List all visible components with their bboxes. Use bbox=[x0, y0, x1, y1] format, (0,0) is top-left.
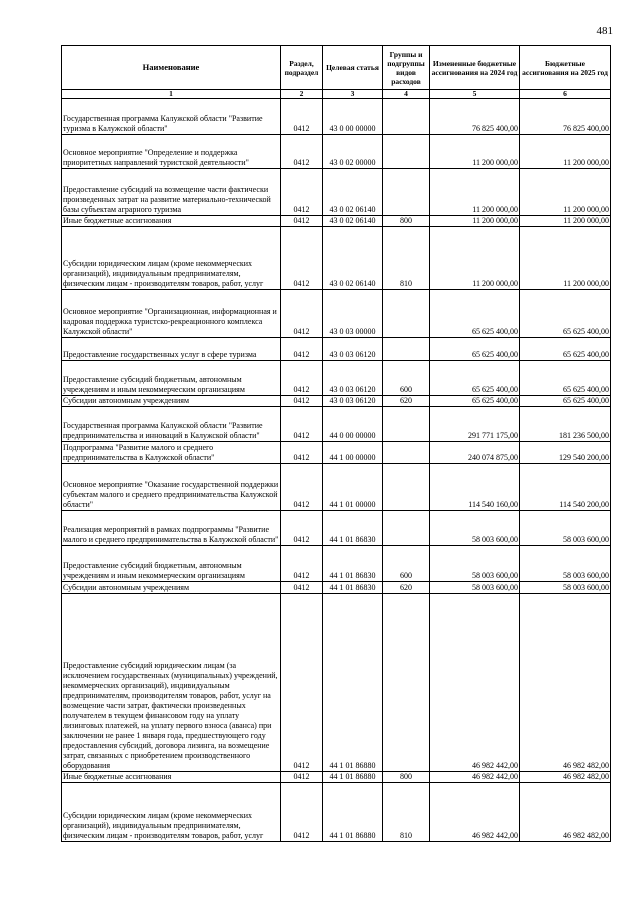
row-target: 44 1 01 86830 bbox=[323, 546, 383, 582]
table-row bbox=[62, 511, 611, 546]
header-section: Раздел, подраздел bbox=[281, 46, 323, 90]
table-row bbox=[62, 396, 611, 407]
row-amount-2024: 46 982 442,00 bbox=[430, 783, 520, 842]
row-amount-2024: 58 003 600,00 bbox=[430, 511, 520, 546]
row-amount-2024: 65 625 400,00 bbox=[430, 290, 520, 338]
row-name: Основное мероприятие "Оказание государственной поддержки субъектам малого и среднего предпринимательства Калужской области" bbox=[62, 464, 281, 511]
column-number: 4 bbox=[383, 90, 430, 99]
table-row bbox=[62, 361, 611, 396]
row-target: 43 0 03 06120 bbox=[323, 396, 383, 407]
row-group: 810 bbox=[383, 227, 430, 290]
header-groups: Группы и подгруппы видов расходов bbox=[383, 46, 430, 90]
row-group bbox=[383, 464, 430, 511]
row-target: 44 1 01 86880 bbox=[323, 594, 383, 772]
row-section: 0412 bbox=[281, 546, 323, 582]
header-2024: Измененные бюджетные ассигнования на 2024 год bbox=[430, 46, 520, 90]
row-group: 600 bbox=[383, 361, 430, 396]
table-row bbox=[62, 99, 611, 135]
header-target: Целевая статья bbox=[323, 46, 383, 90]
row-target: 43 0 03 06120 bbox=[323, 338, 383, 361]
row-name: Иные бюджетные ассигнования bbox=[62, 216, 281, 227]
row-amount-2025: 46 982 482,00 bbox=[520, 594, 611, 772]
row-group bbox=[383, 338, 430, 361]
row-amount-2024: 65 625 400,00 bbox=[430, 361, 520, 396]
row-amount-2024: 76 825 400,00 bbox=[430, 99, 520, 135]
row-section: 0412 bbox=[281, 227, 323, 290]
row-target: 43 0 03 00000 bbox=[323, 290, 383, 338]
row-section: 0412 bbox=[281, 99, 323, 135]
column-number: 3 bbox=[323, 90, 383, 99]
column-number: 6 bbox=[520, 90, 611, 99]
column-numbers-row bbox=[62, 90, 611, 99]
row-amount-2025: 114 540 200,00 bbox=[520, 464, 611, 511]
row-amount-2024: 11 200 000,00 bbox=[430, 135, 520, 169]
row-amount-2025: 11 200 000,00 bbox=[520, 227, 611, 290]
row-section: 0412 bbox=[281, 361, 323, 396]
row-amount-2025: 65 625 400,00 bbox=[520, 361, 611, 396]
row-group: 620 bbox=[383, 582, 430, 594]
row-group bbox=[383, 594, 430, 772]
column-number: 5 bbox=[430, 90, 520, 99]
row-section: 0412 bbox=[281, 783, 323, 842]
row-amount-2025: 65 625 400,00 bbox=[520, 338, 611, 361]
row-target: 43 0 02 06140 bbox=[323, 169, 383, 216]
row-section: 0412 bbox=[281, 169, 323, 216]
row-section: 0412 bbox=[281, 216, 323, 227]
row-name: Предоставление субсидий бюджетным, автономным учреждениям и иным некоммерческим организациям bbox=[62, 361, 281, 396]
row-amount-2024: 58 003 600,00 bbox=[430, 582, 520, 594]
table-row bbox=[62, 442, 611, 464]
row-section: 0412 bbox=[281, 464, 323, 511]
row-group bbox=[383, 99, 430, 135]
row-target: 43 0 02 00000 bbox=[323, 135, 383, 169]
row-name: Предоставление субсидий бюджетным, автономным учреждениям и иным некоммерческим организациям bbox=[62, 546, 281, 582]
table-row bbox=[62, 464, 611, 511]
row-section: 0412 bbox=[281, 338, 323, 361]
row-section: 0412 bbox=[281, 442, 323, 464]
row-amount-2024: 114 540 160,00 bbox=[430, 464, 520, 511]
page-number: 481 bbox=[596, 25, 613, 37]
row-amount-2024: 46 982 442,00 bbox=[430, 594, 520, 772]
row-group bbox=[383, 407, 430, 442]
row-target: 44 1 01 86830 bbox=[323, 511, 383, 546]
row-amount-2025: 181 236 500,00 bbox=[520, 407, 611, 442]
row-amount-2025: 11 200 000,00 bbox=[520, 216, 611, 227]
row-amount-2025: 65 625 400,00 bbox=[520, 396, 611, 407]
row-target: 43 0 02 06140 bbox=[323, 216, 383, 227]
header-2025: Бюджетные ассигнования на 2025 год bbox=[520, 46, 611, 90]
row-target: 43 0 03 06120 bbox=[323, 361, 383, 396]
row-group bbox=[383, 169, 430, 216]
table-row bbox=[62, 169, 611, 216]
row-target: 44 1 01 00000 bbox=[323, 464, 383, 511]
row-amount-2025: 58 003 600,00 bbox=[520, 546, 611, 582]
row-section: 0412 bbox=[281, 290, 323, 338]
row-name: Предоставление субсидий юридическим лицам (за исключением государственных (муниципальных) учреждений, некоммерческих организаций), индивидуальным предпринимателям, производителям товаров, работ, услуг на возмещение части затрат, фактически произведенных получателем в текущем финансовом году на уплату лизинговых платежей, на уплату первого взноса (аванса) при заключении не ранее 1 января года, предшествующего году предоставления субсидий, договора лизинга, на возмещение затрат, связанных с приобретением производственного оборудования bbox=[62, 594, 281, 772]
row-amount-2025: 11 200 000,00 bbox=[520, 135, 611, 169]
row-group bbox=[383, 442, 430, 464]
row-section: 0412 bbox=[281, 582, 323, 594]
row-target: 44 1 01 86880 bbox=[323, 783, 383, 842]
row-amount-2024: 291 771 175,00 bbox=[430, 407, 520, 442]
row-section: 0412 bbox=[281, 511, 323, 546]
row-name: Государственная программа Калужской области "Развитие туризма в Калужской области" bbox=[62, 99, 281, 135]
row-amount-2024: 240 074 875,00 bbox=[430, 442, 520, 464]
row-section: 0412 bbox=[281, 772, 323, 783]
table-row bbox=[62, 227, 611, 290]
row-group: 810 bbox=[383, 783, 430, 842]
header-name: Наименование bbox=[62, 46, 281, 90]
row-target: 44 1 00 00000 bbox=[323, 442, 383, 464]
row-amount-2025: 65 625 400,00 bbox=[520, 290, 611, 338]
row-name: Предоставление государственных услуг в сфере туризма bbox=[62, 338, 281, 361]
row-amount-2024: 58 003 600,00 bbox=[430, 546, 520, 582]
row-name: Субсидии автономным учреждениям bbox=[62, 396, 281, 407]
column-number: 2 bbox=[281, 90, 323, 99]
row-name: Предоставление субсидий на возмещение части фактически произведенных затрат на развитие материально-технической базы субъектам аграрного туризма bbox=[62, 169, 281, 216]
row-name: Иные бюджетные ассигнования bbox=[62, 772, 281, 783]
row-amount-2024: 65 625 400,00 bbox=[430, 338, 520, 361]
row-target: 44 1 01 86880 bbox=[323, 772, 383, 783]
table-row bbox=[62, 407, 611, 442]
row-group: 800 bbox=[383, 216, 430, 227]
row-group: 620 bbox=[383, 396, 430, 407]
table-row bbox=[62, 594, 611, 772]
table-row bbox=[62, 216, 611, 227]
row-amount-2025: 11 200 000,00 bbox=[520, 169, 611, 216]
row-name: Государственная программа Калужской области "Развитие предпринимательства и инноваций в Калужской области" bbox=[62, 407, 281, 442]
row-amount-2025: 58 003 600,00 bbox=[520, 511, 611, 546]
row-target: 43 0 00 00000 bbox=[323, 99, 383, 135]
table-row bbox=[62, 783, 611, 842]
row-group bbox=[383, 511, 430, 546]
row-section: 0412 bbox=[281, 135, 323, 169]
column-number: 1 bbox=[62, 90, 281, 99]
row-section: 0412 bbox=[281, 407, 323, 442]
row-group: 800 bbox=[383, 772, 430, 783]
row-amount-2025: 58 003 600,00 bbox=[520, 582, 611, 594]
row-group bbox=[383, 135, 430, 169]
table-row bbox=[62, 290, 611, 338]
row-amount-2025: 129 540 200,00 bbox=[520, 442, 611, 464]
table-row bbox=[62, 772, 611, 783]
row-group bbox=[383, 290, 430, 338]
row-section: 0412 bbox=[281, 396, 323, 407]
row-amount-2025: 76 825 400,00 bbox=[520, 99, 611, 135]
row-amount-2024: 11 200 000,00 bbox=[430, 216, 520, 227]
row-amount-2024: 11 200 000,00 bbox=[430, 169, 520, 216]
table-row bbox=[62, 582, 611, 594]
row-amount-2024: 11 200 000,00 bbox=[430, 227, 520, 290]
row-amount-2025: 46 982 482,00 bbox=[520, 772, 611, 783]
table-row bbox=[62, 546, 611, 582]
budget-table bbox=[61, 45, 611, 842]
row-name: Субсидии юридическим лицам (кроме некоммерческих организаций), индивидуальным предпринимателям, физическим лицам - производителям товаров, работ, услуг bbox=[62, 227, 281, 290]
row-name: Реализация мероприятий в рамках подпрограммы "Развитие малого и среднего предпринимательства в Калужской области" bbox=[62, 511, 281, 546]
row-amount-2025: 46 982 482,00 bbox=[520, 783, 611, 842]
row-section: 0412 bbox=[281, 594, 323, 772]
row-group: 600 bbox=[383, 546, 430, 582]
row-name: Субсидии автономным учреждениям bbox=[62, 582, 281, 594]
row-amount-2024: 46 982 442,00 bbox=[430, 772, 520, 783]
table-row bbox=[62, 135, 611, 169]
row-name: Основное мероприятие "Организационная, информационная и кадровая поддержка туристско-рекреационного комплекса Калужской области" bbox=[62, 290, 281, 338]
row-target: 44 1 01 86830 bbox=[323, 582, 383, 594]
row-name: Основное мероприятие "Определение и поддержка приоритетных направлений туристской деятельности" bbox=[62, 135, 281, 169]
row-name: Подпрограмма "Развитие малого и среднего предпринимательства в Калужской области" bbox=[62, 442, 281, 464]
row-name: Субсидии юридическим лицам (кроме некоммерческих организаций), индивидуальным предпринимателям, физическим лицам - производителям товаров, работ, услуг bbox=[62, 783, 281, 842]
row-target: 43 0 02 06140 bbox=[323, 227, 383, 290]
table-row bbox=[62, 338, 611, 361]
row-amount-2024: 65 625 400,00 bbox=[430, 396, 520, 407]
row-target: 44 0 00 00000 bbox=[323, 407, 383, 442]
